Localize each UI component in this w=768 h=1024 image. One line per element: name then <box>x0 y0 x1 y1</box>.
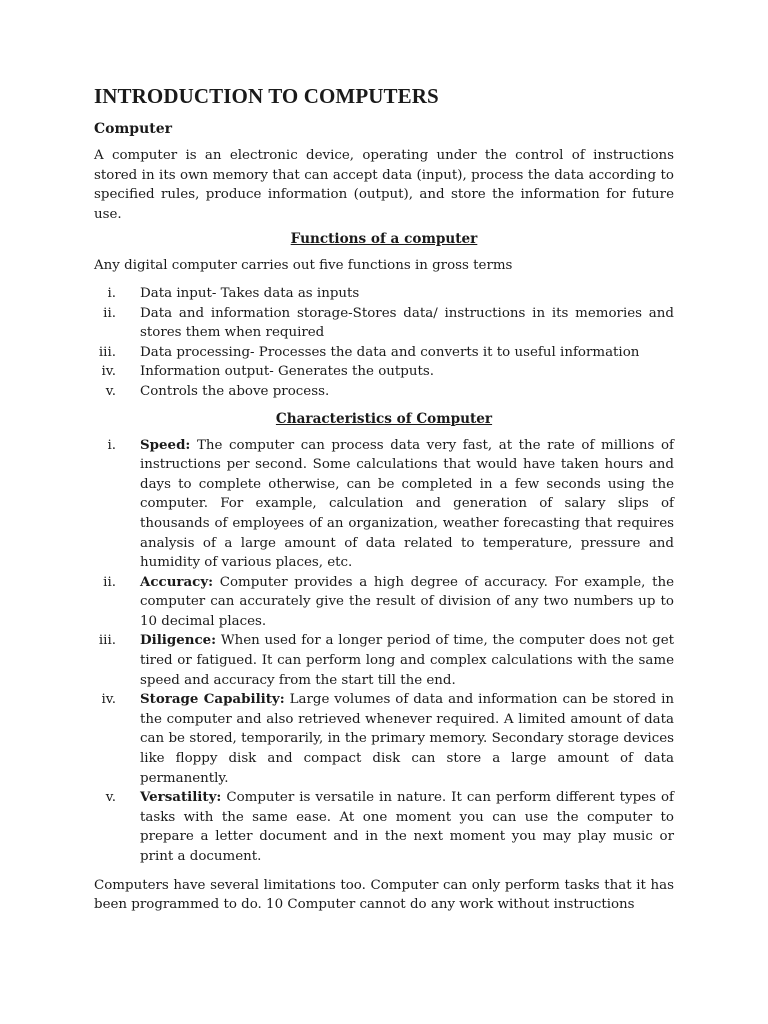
list-item <box>94 788 674 866</box>
term-label: Accuracy: <box>140 573 214 590</box>
list-number: iii. <box>98 344 116 360</box>
list-item <box>94 573 674 632</box>
functions-heading: Functions of a computer <box>290 231 478 248</box>
list-number: ii. <box>103 305 116 321</box>
list-item-text: Controls the above process. <box>140 383 330 399</box>
list-number: i. <box>107 437 116 453</box>
term-description: The computer can process data very fast, at the rate of millions of instructions per second. Some calculations that would have taken hours and days to complete otherwise, can be completed in a few seconds using the computer. For example, calculation and generation of salary slips of thousands of employees of an organization, weather forecasting that requires analysis of a large amount of data related to temperature, pressure and humidity of various places, etc. <box>140 437 674 571</box>
computer-heading: Computer <box>94 121 173 137</box>
functions-lead: Any digital computer carries out five functions in gross terms <box>94 258 513 274</box>
term-label: Speed: <box>140 436 191 453</box>
page-title: INTRODUCTION TO COMPUTERS <box>94 84 439 108</box>
list-item-text: Data and information storage-Stores data/ instructions in its memories and stores them when required <box>140 305 674 341</box>
closing-paragraph: Computers have several limitations too. Computer can only perform tasks that it has been programmed to do. 10 Computer cannot do any work without instructions <box>94 877 674 913</box>
characteristics-list <box>94 436 674 867</box>
list-item <box>94 343 674 363</box>
term-label: Diligence: <box>140 632 217 649</box>
list-number: ii. <box>103 574 116 590</box>
list-item-text: Data input- Takes data as inputs <box>140 285 360 301</box>
functions-list <box>94 284 674 402</box>
list-number: i. <box>107 285 116 301</box>
list-item <box>94 690 674 788</box>
list-number: v. <box>105 383 116 399</box>
list-item <box>94 362 674 382</box>
term-description: Computer is versatile in nature. It can perform different types of tasks with the same ease. At one moment you can use the computer to prepare a letter document and in the next moment you may play music or print a document. <box>140 790 674 864</box>
term-label: Versatility: <box>140 789 222 806</box>
computer-definition-paragraph: A computer is an electronic device, operating under the control of instructions stored in its own memory that can accept data (input), process the data according to specified rules, produce information (output), and store the information for future use. <box>94 148 674 222</box>
list-item-text: Data processing- Processes the data and converts it to useful information <box>140 344 640 360</box>
term-description: Large volumes of data and information can be stored in the computer and also retrieved whenever required. A limited amount of data can be stored, temporarily, in the primary memory. Secondary storage devices like floppy disk and compact disk can store a large amount of data permanently. <box>140 692 674 786</box>
list-item <box>94 304 674 343</box>
list-number: iv. <box>101 692 116 708</box>
list-item <box>94 382 674 402</box>
list-number: iii. <box>98 633 116 649</box>
list-item-text: Information output- Generates the outputs. <box>140 364 434 380</box>
list-item <box>94 631 674 690</box>
list-item <box>94 436 674 573</box>
term-description: When used for a longer period of time, the computer does not get tired or fatigued. It can perform long and complex calculations with the same speed and accuracy from the start till the end. <box>140 633 674 688</box>
list-number: iv. <box>101 364 116 380</box>
term-label: Storage Capability: <box>140 691 285 708</box>
list-item <box>94 284 674 304</box>
characteristics-heading: Characteristics of Computer <box>275 410 493 427</box>
term-description: Computer provides a high degree of accuracy. For example, the computer can accurately give the result of division of any two numbers up to 10 decimal places. <box>140 574 674 629</box>
list-number: v. <box>105 790 116 806</box>
